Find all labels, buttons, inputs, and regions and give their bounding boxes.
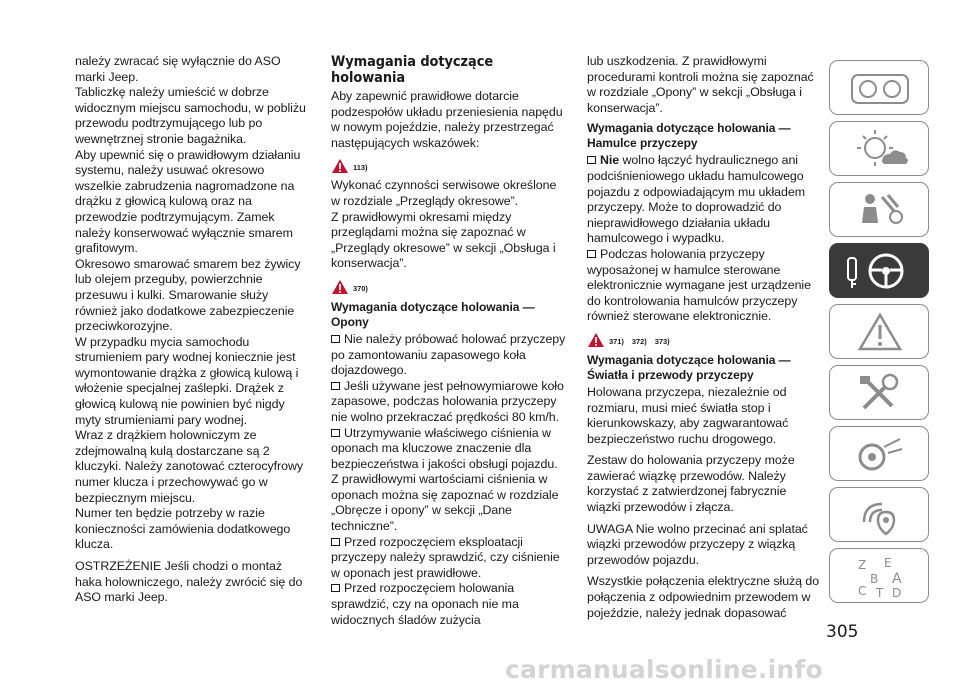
bullet-square-icon [587,156,596,164]
bullet-square-icon [331,584,340,592]
text-column-3 [587,54,822,621]
warning-paragraph: OSTRZEŻENIE Jeśli chodzi o montaż haka holowniczego, należy zwrócić się do ASO marki Jeep. [75,559,303,605]
subheading: Wymagania dotyczące holowania — Opony [331,299,535,329]
bullet-square-icon [331,538,340,546]
svg-text:Z: Z [858,558,867,572]
warning-paragraph: UWAGA Nie wolno przecinać ani splatać wiązki przewodów przyczepy z wiązką przewodów pojazdu. [587,521,808,567]
bullet-square-icon [587,250,596,258]
bullet-square-icon [331,335,340,343]
multimedia-icon [830,488,930,543]
list-item: Przed rozpoczęciem holowania sprawdzić, czy na oponach nie ma widocznych śladów zużycia [331,581,519,627]
bullet-square-icon [331,429,340,437]
subheading: Wymagania dotyczące holowania — Światła i przewody przyczepy [587,352,791,382]
warning-reference [587,328,822,348]
list-item: Jeśli używane jest pełnowymiarowe koło zapasowe, podczas holowania przyczepy nie wolno przekraczać prędkości 80 km/h. [331,378,564,424]
warning-ref[interactable]: 373) [654,336,670,346]
paragraph: lub uszkodzenia. Z prawidłowymi procedurami kontroli można się zapoznać w rozdziale „Opony” w sekcji „Obsługa i konserwacja”. [587,54,814,115]
tab-starting-driving[interactable] [829,243,929,298]
warning-ref[interactable]: 370) [353,283,368,293]
list-item: Utrzymywanie właściwego ciśnienia w oponach ma kluczowe znaczenie dla bezpieczeństwa i jakości obsługi pojazdu. Z prawidłowymi wartościami ciśnienia w oponach można się zapoznać w rozdziale „Obręcze i opony” w sekcji „Dane techniczne”. [331,425,559,534]
paragraph: Wykonać czynności serwisowe określone w rozdziale „Przeglądy okresowe”. [331,178,557,208]
svg-text:C: C [858,584,867,598]
paragraph: Wraz z drążkiem holowniczym ze zdejmowalną kulą dostarczane są 2 kluczyki. Należy zanotować czterocyfrowy numer klucza i przechowywać go w bezpiecznym miejscu. [75,428,303,505]
key-steering-wheel-icon [830,244,930,299]
list-item: Podczas holowania przyczepy wyposażonej w hamulce sterowane elektronicznie wymagane jest urządzenie do kontrolowania hamulców przyczepy również sterowane elektronicznie. [587,246,811,324]
warning-ref[interactable]: 371) [609,336,624,346]
paragraph: Zestaw do holowania przyczepy może zawierać wiązkę przewodów. Należy korzystać z zatwierdzonej fabrycznie wiązki przewodów i złącza. [587,453,795,515]
paragraph: Holowana przyczepa, niezależnie od rozmiaru, musi mieć światła stop i kierunkowskazy, aby zagwarantować bezpieczeństwo ruchu drogowego. [587,384,789,446]
tab-multimedia[interactable] [829,487,929,542]
paragraph: Aby upewnić się o prawidłowym działaniu systemu, należy usuwać okresowo wszelkie zabrudzenia nagromadzone na drążku z głowicą kulową oraz na przewodzie podtrzymującym. Zamek należy konserwować wyłącznie smarem grafitowym. [75,147,301,256]
paragraph: Numer ten będzie potrzeby w razie konieczności zamówienia dodatkowego klucza. [75,506,291,552]
paragraph: W przypadku mycia samochodu strumieniem pary wodnej koniecznie jest wymontowanie drążka z głowicą kulową i włożenie specjalnej zaślepki. Drążek z głowicą kulową nie powinien być nigdy myty strumieniami pary wodnej. [75,334,299,427]
maintenance-tools-icon [830,366,930,421]
text-column-1 [75,54,310,606]
technical-data-icon [830,427,930,482]
airbag-safety-icon [830,183,930,238]
paragraph: Aby zapewnić prawidłowe dotarcie podzespołów układu przeniesienia napędu w nowym pojeździe, należy przestrzegać następujących wskazówek: [331,89,563,150]
tab-emergency[interactable] [829,304,929,359]
text-column-2 [331,54,567,628]
paragraph: Okresowo smarować smarem bez żywicy lub olejem przeguby, powierzchnie przesuwu i kulki. Smarowanie służy również jako dodatkowe zabezpieczenie przeciwkorozyjne. [75,256,301,334]
index-letters-icon [830,549,930,604]
list-item: Przed rozpoczęciem eksploatacji przyczepy należy sprawdzić, czy ciśnienie w oponach jest prawidłowe. [331,534,560,580]
paragraph: Z prawidłowymi okresami między przeglądami można się zapoznać w „Przeglądy okresowe” w sekcji „Obsługa i konserwacja”. [331,209,556,271]
tab-safety[interactable] [829,182,929,237]
section-heading: Wymagania dotyczące holowania [331,54,494,86]
warning-reference [331,154,567,174]
svg-text:D: D [892,586,902,600]
tab-technical-data[interactable] [829,426,929,481]
svg-text:A: A [892,571,902,587]
svg-text:E: E [884,556,892,570]
warning-triangle-icon [331,279,349,295]
watermark: carmanualsonline.info [505,655,823,684]
page-number: 305 [826,622,859,642]
paragraph: Wszystkie połączenia elektryczne służą do połączenia z odpowiednim przewodem w pojeździe, należy jednak dopasować [587,574,820,620]
warning-ref[interactable]: 372) [631,336,647,346]
svg-text:B: B [870,572,879,586]
paragraph: należy zwracać się wyłącznie do ASO marki Jeep. [75,54,281,84]
warning-triangle-icon [830,305,930,360]
warning-triangle-icon [587,332,605,348]
paragraph: Tabliczkę należy umieścić w dobrze widocznym miejscu samochodu, w pobliżu przewodu podtrzymującego lub po wewnętrznej stronie bagażnika. [75,85,306,146]
subheading: Wymagania dotyczące holowania — Hamulce przyczepy [587,121,791,151]
list-item: Nie należy próbować holować przyczepy po zamontowaniu zapasowego koła dojazdowego. [331,331,566,378]
sun-weather-icon [830,122,930,177]
tab-dashboard[interactable] [829,60,929,115]
tab-maintenance[interactable] [829,365,929,420]
bullet-square-icon [331,382,340,390]
tab-index[interactable] [829,548,929,603]
warning-reference [331,275,567,295]
warning-ref[interactable]: 113) [353,163,368,173]
svg-text:T: T [876,586,884,600]
tab-weather[interactable] [829,121,929,176]
warning-triangle-icon [331,158,349,174]
dashboard-icon [830,61,930,116]
list-item: Nie wolno łączyć hydraulicznego ani podciśnieniowego układu hamulcowego pojazdu z odpowiadającym mu układem przyczepy. Może to doprowadzić do nieprawidłowego działania układu hamulcowego i wypadku. [587,153,805,246]
